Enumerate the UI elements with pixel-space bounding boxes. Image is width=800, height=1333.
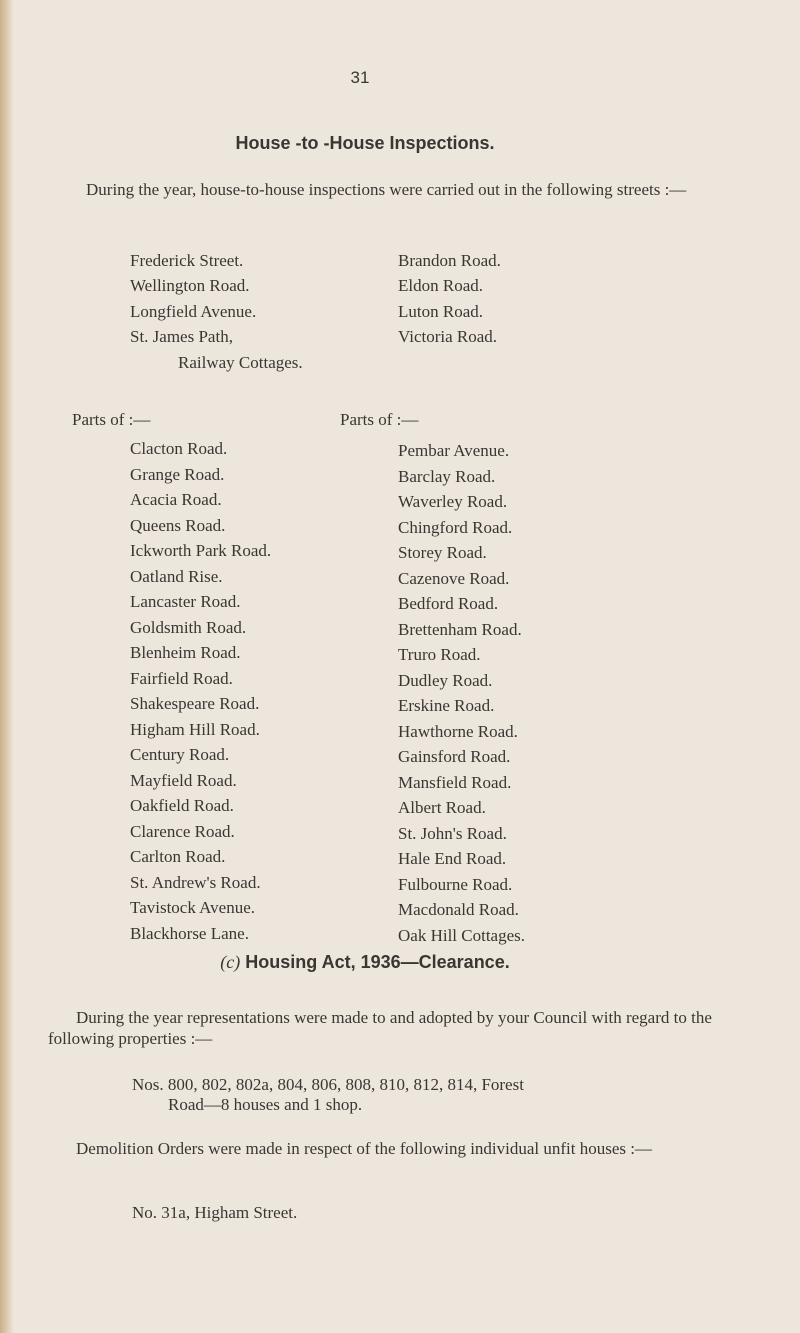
- parts-list-right: [398, 438, 525, 948]
- part-street-item: Oak Hill Cottages.: [398, 925, 526, 945]
- part-street-item: Goldsmith Road.: [130, 617, 247, 637]
- section-heading: [0, 952, 730, 973]
- part-street-item: Pembar Avenue.: [398, 441, 510, 460]
- part-street-item: Chingford Road.: [398, 517, 513, 537]
- part-street-item: Gainsford Road.: [398, 747, 511, 766]
- street-item: Railway Cottages.: [178, 352, 303, 372]
- part-street-item: Ickworth Park Road.: [130, 541, 272, 560]
- parts-list-left: [130, 436, 271, 946]
- part-street-item: Brettenham Road.: [398, 619, 522, 639]
- page-binding-edge: [0, 0, 14, 1333]
- part-street-item: Grange Road.: [130, 464, 225, 484]
- part-street-item: Acacia Road.: [130, 490, 222, 509]
- part-street-item: Mansfield Road.: [398, 772, 512, 792]
- part-street-item: Higham Hill Road.: [130, 719, 260, 739]
- part-street-item: Oakfield Road.: [130, 796, 234, 815]
- part-street-item: Clarence Road.: [130, 821, 235, 841]
- part-street-item: Mayfield Road.: [130, 770, 237, 790]
- part-street-item: Waverley Road.: [398, 492, 508, 511]
- part-street-item: Truro Road.: [398, 645, 481, 664]
- part-street-item: Hawthorne Road.: [398, 721, 518, 741]
- part-street-item: Lancaster Road.: [130, 592, 241, 611]
- street-item: Brandon Road.: [398, 251, 501, 270]
- street-item: Luton Road.: [398, 301, 483, 321]
- demolition-paragraph: Demolition Orders were made in respect of the following individual unfit houses :—: [76, 1139, 652, 1158]
- street-item: Longfield Avenue.: [130, 301, 257, 321]
- part-street-item: Oatland Rise.: [130, 566, 223, 586]
- part-street-item: Clacton Road.: [130, 439, 228, 458]
- parts-of-label-left: Parts of :—: [72, 410, 151, 429]
- intro-paragraph: During the year, house-to-house inspections were carried out in the following streets :—: [86, 180, 687, 199]
- part-street-item: Barclay Road.: [398, 466, 496, 486]
- part-street-item: Blenheim Road.: [130, 643, 241, 662]
- representations-paragraph: During the year representations were made to and adopted by your Council with regard to the following properties :—: [48, 1008, 712, 1048]
- street-item: Victoria Road.: [398, 327, 498, 347]
- part-street-item: Tavistock Avenue.: [130, 898, 256, 917]
- part-street-item: Fairfield Road.: [130, 668, 233, 688]
- street-item: Eldon Road.: [398, 276, 483, 296]
- part-street-item: Macdonald Road.: [398, 900, 519, 919]
- part-street-item: Century Road.: [130, 745, 230, 764]
- part-street-item: Shakespeare Road.: [130, 694, 260, 713]
- properties-line: Nos. 800, 802, 802a, 804, 806, 808, 810, 812, 814, Forest: [132, 1075, 524, 1094]
- part-street-item: Bedford Road.: [398, 594, 499, 613]
- part-street-item: Albert Road.: [398, 798, 486, 817]
- page-title: House -to -House Inspections.: [235, 133, 495, 153]
- properties-list: [132, 1075, 722, 1115]
- unfit-house-item: No. 31a, Higham Street.: [132, 1203, 298, 1222]
- part-street-item: Blackhorse Lane.: [130, 923, 249, 943]
- section-title: Housing Act, 1936—Clearance.: [245, 952, 510, 972]
- streets-list-left: [130, 248, 303, 375]
- streets-list-right: [398, 248, 501, 350]
- page-number: 31: [350, 68, 370, 87]
- part-street-item: Storey Road.: [398, 543, 487, 562]
- section-label: (c): [220, 952, 241, 972]
- part-street-item: Erskine Road.: [398, 696, 495, 715]
- part-street-item: Dudley Road.: [398, 670, 493, 690]
- part-street-item: Hale End Road.: [398, 849, 507, 868]
- street-item: Wellington Road.: [130, 276, 250, 296]
- part-street-item: Cazenove Road.: [398, 568, 510, 588]
- part-street-item: Queens Road.: [130, 515, 226, 535]
- street-item: St. James Path,: [130, 327, 233, 347]
- part-street-item: Fulbourne Road.: [398, 874, 513, 894]
- part-street-item: Carlton Road.: [130, 847, 226, 866]
- part-street-item: St. Andrew's Road.: [130, 872, 261, 892]
- parts-of-label-right: Parts of :—: [340, 410, 419, 429]
- street-item: Frederick Street.: [130, 251, 244, 270]
- part-street-item: St. John's Road.: [398, 823, 507, 843]
- properties-line: Road—8 houses and 1 shop.: [168, 1095, 363, 1114]
